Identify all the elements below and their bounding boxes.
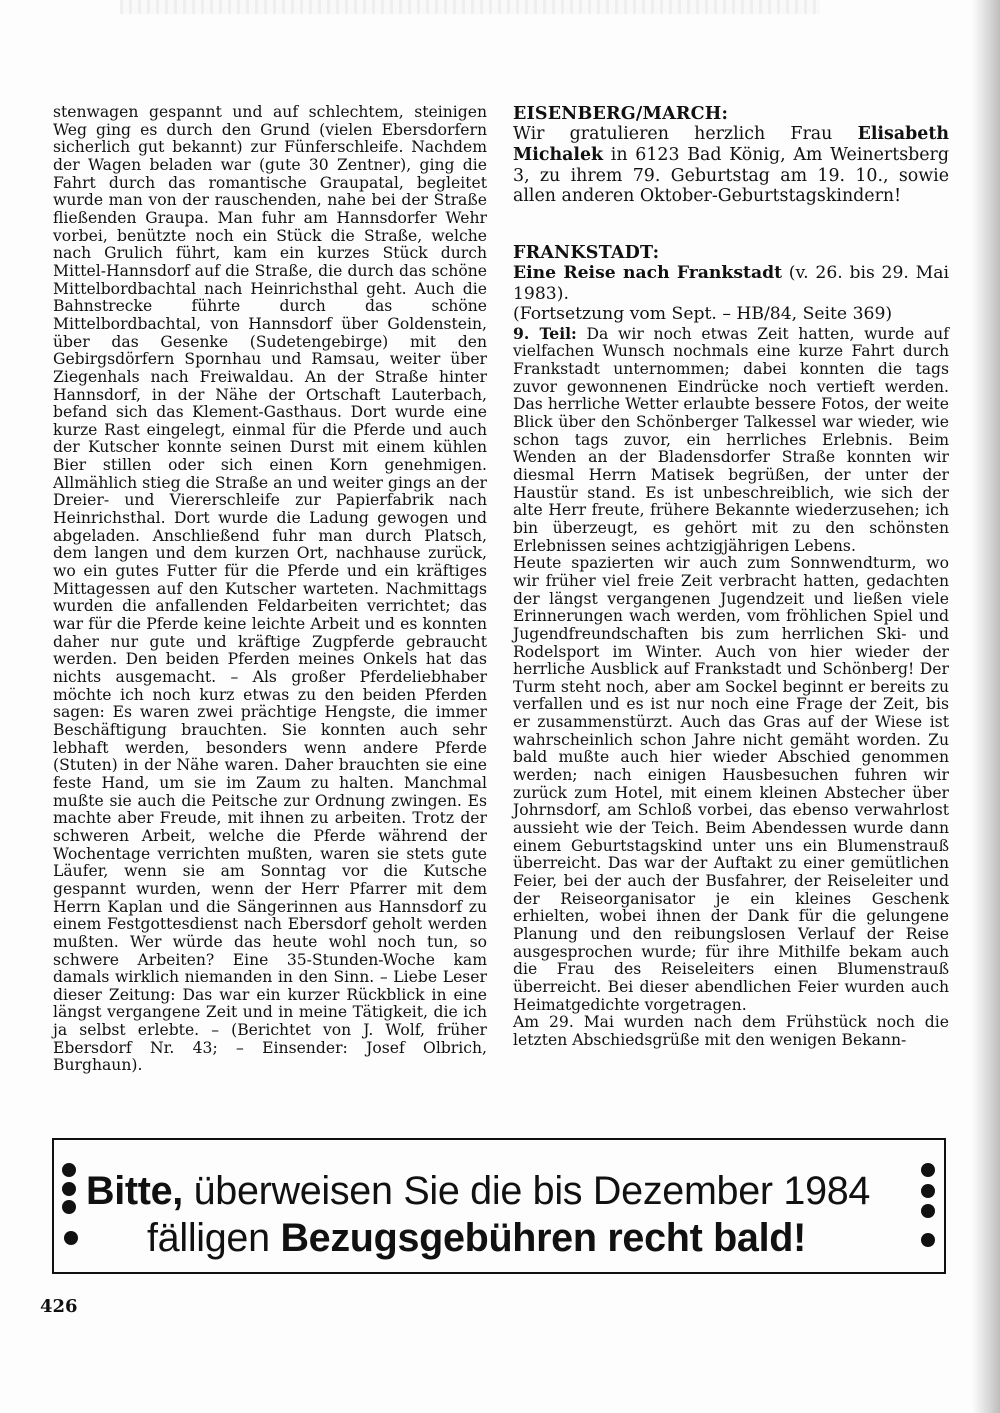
article-title-bold: Eine Reise nach Frankstadt xyxy=(513,263,783,284)
frankstadt-continuation: (Fortsetzung vom Sept. – HB/84, Seite 369) xyxy=(513,304,893,325)
greeting-name: Elisabeth Michalek xyxy=(513,124,949,165)
banner-line-1-text: überweisen Sie die bis Dezember 1984 xyxy=(182,1169,871,1213)
greeting-text-start: Wir gratulieren herzlich Frau xyxy=(513,124,858,144)
left-column-text: stenwagen gespannt und auf schlechtem, steinigen Weg ging es durch den Grund (vielen Ebersdorfern sicherlich gut bekannt) zur Fünferschleife. Nachdem der Wagen beladen war (gute 30 Zentner), ging die Fahrt durch das romantische Graupatal, begleitet wurde man von der rauschenden, nahe bei der Straße fließenden Graupa. Man fuhr am Hannsdorfer Wehr vorbei, benützte noch ein Stück die Straße, welche nach Grulich führt, kam ein kurzes Stück durch Mittel-Hannsdorf auf die Straße, die durch das schöne Mittelbordbachtal nach Heinrichsthal geht. Auch die Bahnstrecke führte durch das schöne Mittelbordbachtal, von Hannsdorf über Goldenstein, über das Gesenke (Sudetengebirge) mit den Gebirgsdörfern Spornhau und Ramsau, weiter über Ziegenhals nach Freiwaldau. An der Straße hinter Hannsdorf, in der Nähe der Ortschaft Lauterbach, befand sich das Klement-Gasthaus. Dort wurde eine kurze Rast eingelegt, einmal für die Pferde und auch der Kutscher konnte seinen Durst mit einem kühlen Bier stillen oder sich einen Korn genehmigen. Allmählich stieg die Straße an und weiter gings an der Dreier- und Viererschleife zur Papierfabrik nach Heinrichsthal. Dort wurde die Ladung gewogen und abgeladen. Anschließend fuhr man durch Platsch, dem langen und dem kurzen Ort, nachhause zurück, wo ein gutes Futter für die Pferde und ein kräftiges Mittagessen auf den Kutscher warteten. Nachmittags wurden die anfallenden Feldarbeiten verrichtet; das war für die Pferde keine leichte Arbeit und es konnten daher nur gute und kräftige Zugpferde gebraucht werden. Den beiden Pferden meines Onkels hat das nichts ausgemacht. – Als großer Pferdeliebhaber möchte ich noch kurz etwas zu den beiden Pferden sagen: Es waren zwei prächtige Hengste, die immer Beschäftigung brauchten. Sie konnten auch sehr lebhaft werden, besonders wenn andere Pferde (Stuten) in der Nähe waren. Daher brauchten sie eine feste Hand, um sie im Zaum zu halten. Manchmal mußte sie auch die Peitsche zur Ordnung zwingen. Es machte aber Freude, mit ihnen zu arbeiten. Trotz der schweren Arbeit, welche die Pferde während der Wochentage verrichten mußten, waren sie stets gute Läufer, wenn sie am Sonntag vor die Kutsche gespannt wurden, wenn der Herr Pfarrer mit dem Herrn Kaplan und die Sängerinnen aus Hannsdorf zu einem Festgottesdienst nach Ebersdorf geholt werden mußten. Wer würde das heute wohl noch tun, so schwere Arbeiten? Eine 35-Stunden-Woche kam damals wirklich niemanden in den Sinn. – Liebe Leser dieser Zeitung: Das war ein kurzer Rückblick in eine längst vergangene Zeit und in meine Tätigkeit, die ich ja selbst erlebte. – (Berichtet von J. Wolf, früher Ebersdorf Nr. 43; – Einsender: Josef Olbrich, Burghaun). xyxy=(53,103,487,1075)
part-text: Da wir noch etwas Zeit hatten, wurde auf vielfachen Wunsch nochmals eine kurze Fahrt durch Frankstadt unternommen; dabei konnten die tags zuvor gewonnenen Eindrücke noch vertieft werden. Das herrliche Wetter erlaubte bessere Fotos, der weite Blick über den Schönberger Talkessel war wieder, wie schon tags zuvor, ein herrliches Erlebnis. Beim Wenden an der Bladensdorfer Straße konnten wir diesmal Herrn Matisek begrüßen, der unter der Haustür stand. Es ist unbeschreiblich, wie sich der alte Herr freute, frühere Bekannte wiederzusehen; ich bin überzeugt, es gehört mit zu den schönsten Erlebnissen seines achtzigjährigen Lebens. xyxy=(513,324,949,555)
scan-noise xyxy=(120,0,820,14)
page-edge-shadow xyxy=(972,0,1000,1413)
banner-line-2 xyxy=(147,1215,806,1261)
right-column xyxy=(513,104,949,1050)
bullet-dot-icon xyxy=(62,1163,76,1177)
banner-line-2-text: fälligen xyxy=(147,1216,281,1260)
bullet-dot-icon xyxy=(64,1231,78,1245)
frankstadt-paragraph-2: Heute spazierten wir auch zum Sonnwendturm, wo wir früher viel freie Zeit verbracht hatten, gedachten der längst vergangenen Jugendzeit und ließen viele Erinnerungen wach werden, vom fröhlichen Spiel und Jugendfreundschaften bis zum herrlichen Ski- und Rodelsport im Winter. Auch von hier wieder der herrliche Ausblick auf Frankstadt und Schönberg! Der Turm steht noch, aber am Sockel beginnt er bereits zu verfallen und es ist nur noch eine Frage der Zeit, bis er zusammenstürzt. Auch das Gras auf der Wiese ist wahrscheinlich schon Jahre nicht gemäht worden. Zu bald mußte auch hier wieder Abschied genommen werden; nach einigen Hausbesuchen fuhren wir zurück zum Hotel, mit einem kleinen Abstecher über Johrnsdorf, am Schloß vorbei, das ebenso verwahrlost aussieht wie der Teich. Beim Abendessen wurde dann einem Geburtstagskind unter uns ein Blumenstrauß überreicht. Das war der Auftakt zu einer gemütlichen Feier, bei der auch der Busfahrer, der Reiseleiter und der Reiseorganisator je ein kleines Geschenk erhielten, wobei ihnen der Dank für die gelungene Planung und den reibungslosen Verlauf der Reise ausgesprochen wurde; für ihre Mithilfe bekam auch die Frau des Reiseleiters einen Blumenstrauß überreicht. Bei dieser abendlichen Feier wurden auch Heimatgedichte vorgetragen. xyxy=(513,554,949,1014)
banner-bold-fees: Bezugsgebühren recht bald! xyxy=(280,1216,806,1260)
eisenberg-heading: EISENBERG/MARCH: xyxy=(513,104,729,124)
bullet-dot-icon xyxy=(921,1184,935,1198)
banner-bold-please: Bitte, xyxy=(86,1169,183,1213)
section-gap xyxy=(513,207,949,243)
frankstadt-article-title xyxy=(513,263,949,304)
banner-line-1 xyxy=(86,1168,870,1214)
part-label: 9. Teil: xyxy=(513,323,577,343)
page-number: 426 xyxy=(40,1296,78,1317)
article-title-dates: (v. 26. bis 29. Mai 1983). xyxy=(513,263,949,304)
frankstadt-part-9 xyxy=(513,325,949,556)
bullet-dot-icon xyxy=(921,1163,935,1177)
greeting-text-end: in 6123 Bad König, Am Weinertsberg 3, zu ihrem 79. Geburtstag am 19. 10., sowie allen anderen Oktober-Geburtstagskindern! xyxy=(513,144,949,207)
left-column xyxy=(53,104,487,1075)
frankstadt-heading: FRANKSTADT: xyxy=(513,243,660,264)
bullet-dot-icon xyxy=(921,1204,935,1218)
bullet-dot-icon xyxy=(921,1233,935,1247)
eisenberg-greeting xyxy=(513,124,949,207)
bullet-dot-icon xyxy=(62,1200,76,1214)
frankstadt-paragraph-3: Am 29. Mai wurden nach dem Frühstück noch die letzten Abschiedsgrüße mit den wenigen Bekann- xyxy=(513,1013,949,1049)
bullet-dot-icon xyxy=(62,1182,76,1196)
